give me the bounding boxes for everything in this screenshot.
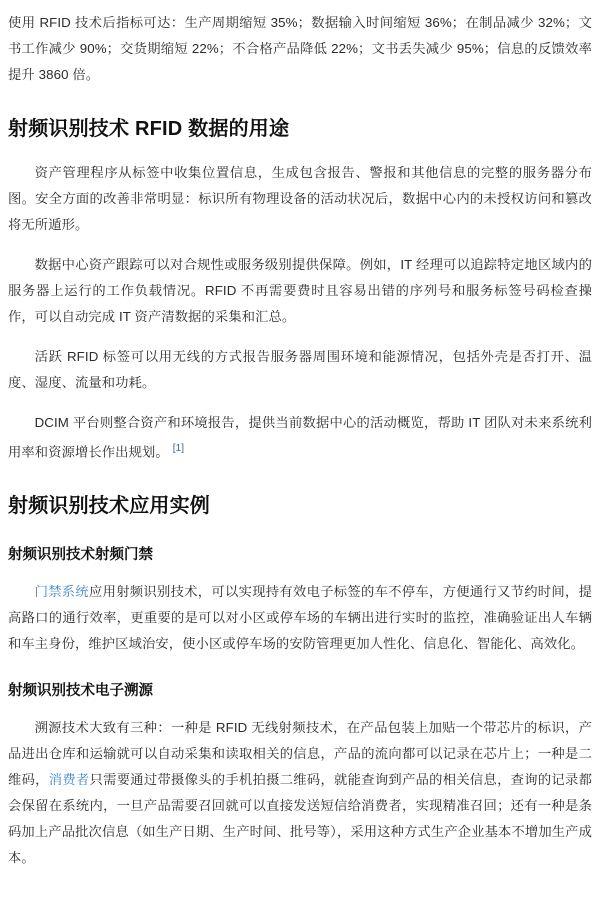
paragraph-access-control <box>8 579 592 657</box>
paragraph-asset-management: 资产管理程序从标签中收集位置信息，生成包含报告、警报和其他信息的完整的服务器分布图。安全方面的改善非常明显：标识所有物理设备的活动状况后，数据中心内的未授权访问和篡改将无所遁形。 <box>8 165 592 232</box>
paragraph-active-tags: 活跃 RFID 标签可以用无线的方式报告服务器周围环境和能源情况，包括外壳是否打开、温度、湿度、流量和功耗。 <box>8 349 592 390</box>
subsection-heading-electronic-traceability: 射频识别技术电子溯源 <box>8 683 153 700</box>
paragraph-asset-tracking: 数据中心资产跟踪可以对合规性或服务级别提供保障。例如，IT 经理可以追踪特定地区域内的服务器上运行的工作负载情况。RFID 不再需要费时且容易出错的序列号和服务标签号码检查操作，可以自动完成 IT 资产清数据的采集和汇总。 <box>8 257 592 324</box>
paragraph-dcim <box>8 410 592 465</box>
paragraph-traceability-part2: 只需要通过带摄像头的手机拍摄二维码，就能查询到产品的相关信息，查询的记录都会保留在系统内，一旦产品需要召回就可以直接发送短信给消费者，实现精准召回；还有一种是条码加上产品批次信息（如生产日期、生产时间、批号等），采用这种方式生产企业基本不增加生产成本。 <box>8 772 592 866</box>
paragraph-dcim-text: DCIM 平台则整合资产和环境报告，提供当前数据中心的活动概览，帮助 IT 团队对未来系统利用率和资源增长作出规划。 <box>8 415 592 460</box>
subsection-heading-access-control: 射频识别技术射频门禁 <box>8 547 153 564</box>
section-heading-rfid-data-uses: 射频识别技术 RFID 数据的用途 <box>8 118 290 140</box>
section-heading-application-examples: 射频识别技术应用实例 <box>8 495 210 518</box>
paragraph-access-control-text: 应用射频识别技术，可以实现持有效电子标签的车不停车，方便通行又节约时间，提高路口的通行效率，更重要的是可以对小区或停车场的车辆出进行实时的监控，准确验证出人车辆和车主身份，维护区域治安，使小区或停车场的安防管理更加人性化、信息化、智能化、高效化。 <box>8 584 592 652</box>
paragraph-traceability-part1: 溯源技术大致有三种：一种是 RFID 无线射频技术，在产品包装上加贴一个带芯片的标识，产品进出仓库和运输就可以自动采集和读取相关的信息，产品的流向都可以记录在芯片上；一种是二维码， <box>8 720 592 788</box>
link-access-control-system[interactable]: 门禁系统 <box>34 584 89 600</box>
intro-paragraph: 使用 RFID 技术后指标可达：生产周期缩短 35%；数据输入时间缩短 36%；在制品减少 32%；文书工作减少 90%；交货期缩短 22%；不合格产品降低 22%；文书丢失减少 95%；信息的反馈效率提升 3860 倍。 <box>8 15 592 82</box>
reference-link[interactable]: [1] <box>172 443 185 454</box>
paragraph-electronic-traceability <box>8 715 592 871</box>
link-consumer[interactable]: 消费者 <box>48 772 90 788</box>
